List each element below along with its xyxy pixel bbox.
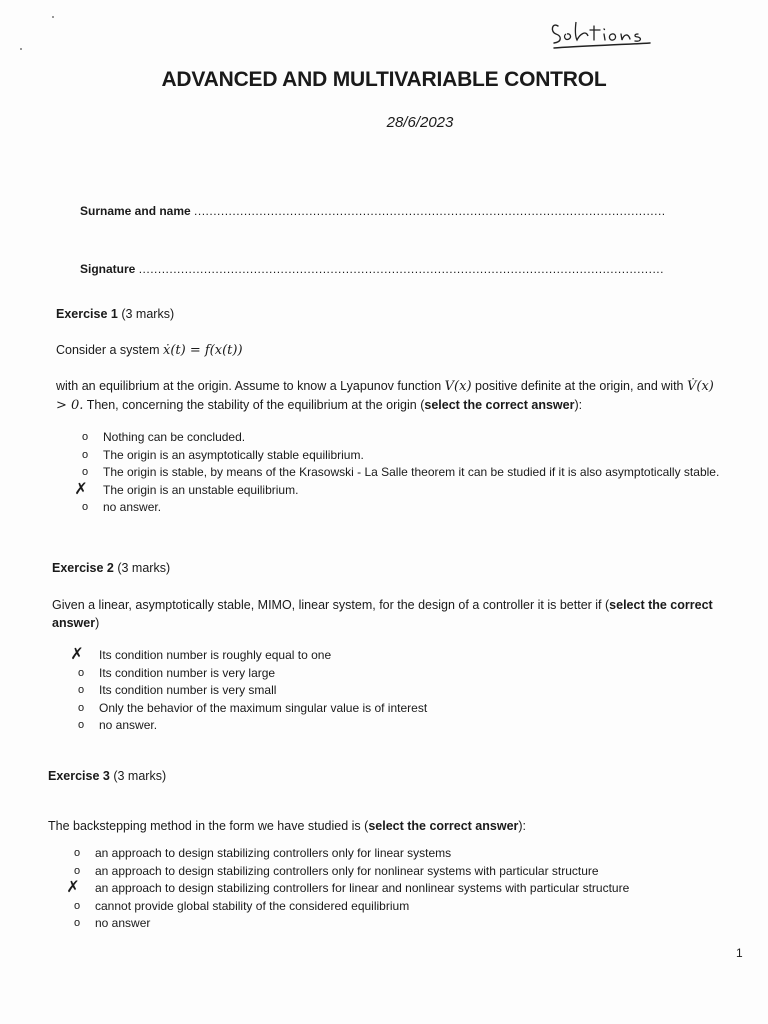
surname-name-field [80, 204, 666, 218]
selected-cross-icon[interactable]: ✗ [70, 646, 84, 663]
exercise-3-option[interactable] [48, 898, 748, 916]
exam-date: 28/6/2023 [386, 114, 454, 131]
exercise-2-option[interactable] [52, 700, 732, 718]
option-radio-icon[interactable]: o [73, 899, 81, 912]
exercise-1-options [56, 429, 736, 517]
exercise-3-option-selected[interactable] [48, 880, 748, 898]
exercise-3-text-end: ): [518, 819, 527, 833]
exercise-2-option[interactable] [52, 717, 732, 735]
option-radio-icon[interactable]: o [81, 431, 89, 443]
exercise-3-heading [48, 769, 166, 783]
scan-speck [52, 16, 54, 18]
option-text: an approach to design stabilizing controllers only for linear systems [95, 846, 452, 860]
exercise-2-question [52, 596, 748, 632]
option-text: Its condition number is very small [99, 683, 277, 697]
option-radio-icon[interactable]: o [73, 917, 81, 929]
exercise-3-option[interactable] [48, 845, 748, 863]
selected-cross-icon[interactable]: ✗ [74, 480, 88, 498]
exercise-1-heading [56, 307, 174, 321]
exercise-2-label: Exercise 2 [52, 561, 114, 575]
exercise-1-option[interactable] [56, 499, 736, 517]
exercise-3-label: Exercise 3 [48, 769, 110, 783]
option-text: an approach to design stabilizing controllers for linear and nonlinear systems with particular structure [95, 881, 630, 895]
exercise-1-system-equation: ẋ(t) = f(x(t)) [163, 343, 243, 358]
option-text: Its condition number is roughly equal to one [99, 648, 332, 662]
exercise-1-question [56, 377, 726, 415]
option-radio-icon[interactable]: o [77, 666, 85, 679]
exercise-3-option[interactable] [48, 863, 748, 881]
option-radio-icon[interactable]: o [81, 501, 89, 513]
exercise-1-option[interactable] [56, 464, 736, 482]
option-text: no answer [95, 916, 151, 930]
exercise-1-text-d: ): [574, 398, 583, 412]
exercise-2-text: Given a linear, asymptotically stable, MIMO, linear system, for the design of a controller it is better if ( [52, 598, 610, 612]
exercise-3-options [48, 845, 748, 933]
surname-name-label: Surname and name [80, 204, 191, 218]
option-radio-icon[interactable]: o [77, 719, 85, 731]
exercise-3-option[interactable] [48, 915, 748, 933]
exercise-2-instruction: select the correct answer [52, 598, 713, 630]
exercise-1-option[interactable] [56, 447, 736, 465]
exercise-3-instruction: select the correct answer [368, 819, 519, 833]
selected-cross-icon[interactable]: ✗ [66, 879, 80, 896]
signature-field [80, 262, 664, 276]
signature-label: Signature [80, 262, 136, 276]
exercise-1-lyapunov-function: V(x) [444, 379, 472, 394]
exercise-1-text-a: with an equilibrium at the origin. Assume to know a Lyapunov function [56, 379, 442, 393]
exam-title: ADVANCED AND MULTIVARIABLE CONTROL [161, 68, 607, 91]
exercise-1-text-b: positive definite at the origin, and with [475, 379, 684, 393]
page-number: 1 [736, 946, 743, 960]
option-radio-icon[interactable]: o [73, 864, 81, 877]
exercise-1-marks: (3 marks) [121, 307, 175, 321]
option-text: no answer. [99, 718, 158, 732]
exercise-2-options [52, 647, 732, 735]
exercise-2-option-selected[interactable] [52, 647, 732, 665]
option-radio-icon[interactable]: o [73, 847, 81, 859]
option-text: Its condition number is very large [99, 665, 276, 680]
option-radio-icon[interactable]: o [77, 684, 85, 696]
option-text: Only the behavior of the maximum singular value is of interest [99, 700, 428, 715]
option-text: The origin is an unstable equilibrium. [103, 482, 299, 497]
exercise-1-text-c: Then, concerning the stability of the equilibrium at the origin ( [86, 398, 425, 412]
option-radio-icon[interactable]: o [77, 701, 85, 714]
signature-line: ......................................................................................................................................... [138, 262, 664, 276]
scan-speck [20, 48, 22, 50]
exercise-3-text: The backstepping method in the form we have studied is ( [48, 819, 369, 833]
option-text: an approach to design stabilizing controllers only for nonlinear systems with particular structure [95, 863, 599, 878]
exercise-2-option[interactable] [52, 682, 732, 700]
exercise-1-lyapunov-derivative: V̇(x) > 0. [56, 379, 714, 413]
exercise-1-instruction: select the correct answer [424, 398, 575, 412]
exercise-3-marks: (3 marks) [113, 769, 167, 783]
exercise-3-question [48, 817, 748, 835]
exercise-2-heading [52, 561, 170, 575]
exercise-1-option[interactable] [56, 429, 736, 447]
option-text: no answer. [103, 500, 162, 514]
option-radio-icon[interactable]: o [81, 466, 89, 478]
exercise-2-option[interactable] [52, 665, 732, 683]
exercise-2-text-end: ) [95, 616, 100, 630]
exercise-1-intro-text: Consider a system [56, 343, 160, 357]
option-text: The origin is an asymptotically stable equilibrium. [103, 447, 364, 462]
exercise-2-marks: (3 marks) [117, 561, 171, 575]
option-text: cannot provide global stability of the considered equilibrium [95, 898, 410, 913]
exercise-1-intro [56, 341, 243, 360]
handwritten-solutions-note [548, 12, 658, 52]
option-radio-icon[interactable]: o [81, 448, 89, 461]
surname-name-line: ........................................................................................................................... [194, 204, 666, 218]
exercise-1-label: Exercise 1 [56, 307, 118, 321]
option-text: The origin is stable, by means of the Krasowski - La Salle theorem it can be studied if it is also asymptotically stable. [103, 465, 720, 479]
option-text: Nothing can be concluded. [103, 430, 246, 444]
exercise-1-option-selected[interactable] [56, 482, 736, 500]
